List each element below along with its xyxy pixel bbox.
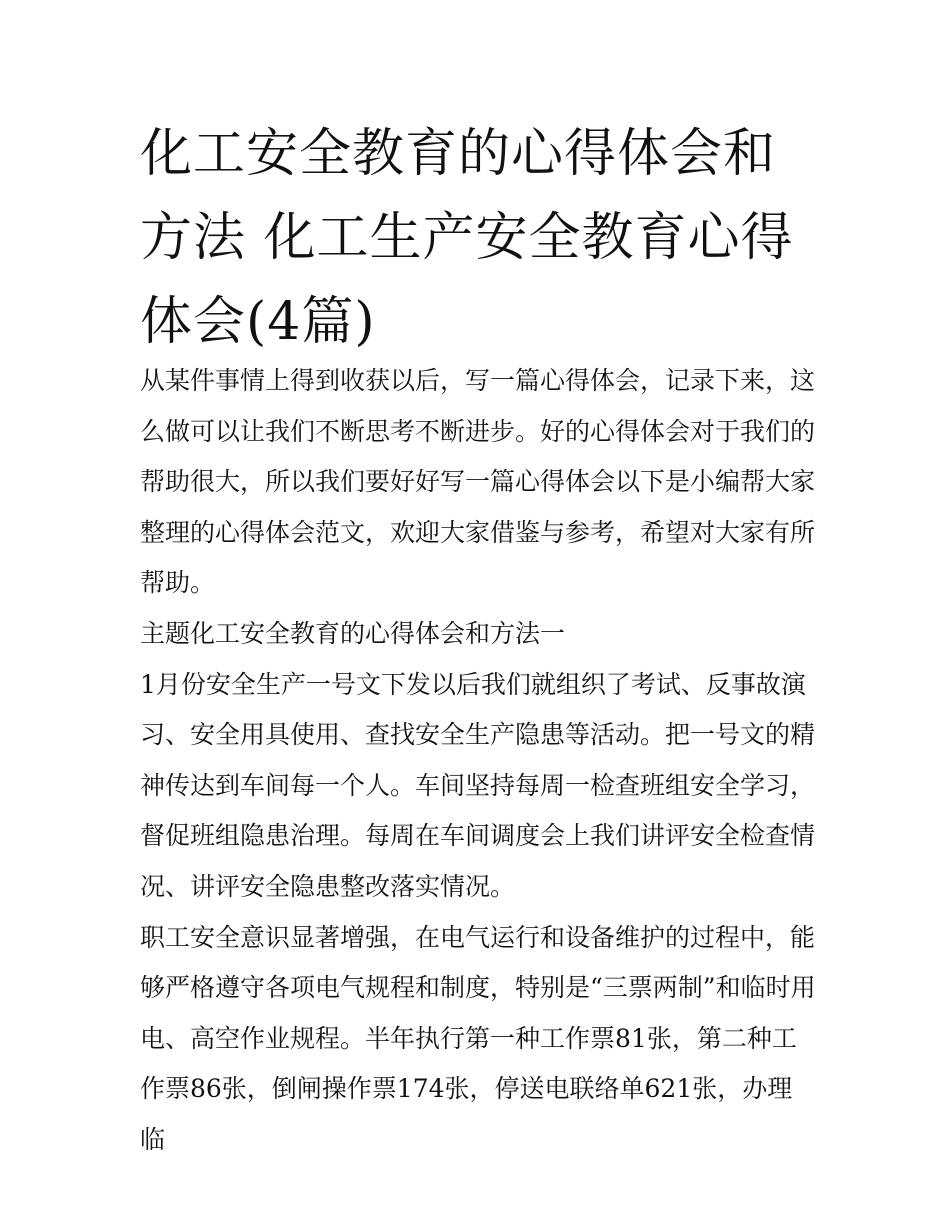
document-title: 化工安全教育的心得体会和方法 化工生产安全教育心得体会(4篇) xyxy=(140,124,794,352)
intro-paragraph: 从某件事情上得到收获以后，写一篇心得体会，记录下来，这么做可以让我们不断思考不断进步。好的心得体会对于我们的帮助很大，所以我们要好好写一篇心得体会以下是小编帮大家整理的心得体会范文，欢迎大家借鉴与参考，希望对大家有所帮助。 xyxy=(140,366,816,598)
body-paragraph: 职工安全意识显著增强，在电气运行和设备维护的过程中，能够严格遵守各项电气规程和制度，特别是“三票两制”和临时用电、高空作业规程。半年执行第一种工作票81张，第二种工作票86张，倒闸操作票174张，停送电联络单621张，办理临 xyxy=(140,922,816,1154)
section-heading: 主题化工安全教育的心得体会和方法一 xyxy=(140,618,566,648)
document-body xyxy=(140,356,816,1166)
body-paragraph: 1月份安全生产一号文下发以后我们就组织了考试、反事故演习、安全用具使用、查找安全生产隐患等活动。把一号文的精神传达到车间每一个人。车间坚持每周一检查班组安全学习，督促班组隐患治理。每周在车间调度会上我们讲评安全检查情况、讲评安全隐患整改落实情况。 xyxy=(140,669,816,901)
